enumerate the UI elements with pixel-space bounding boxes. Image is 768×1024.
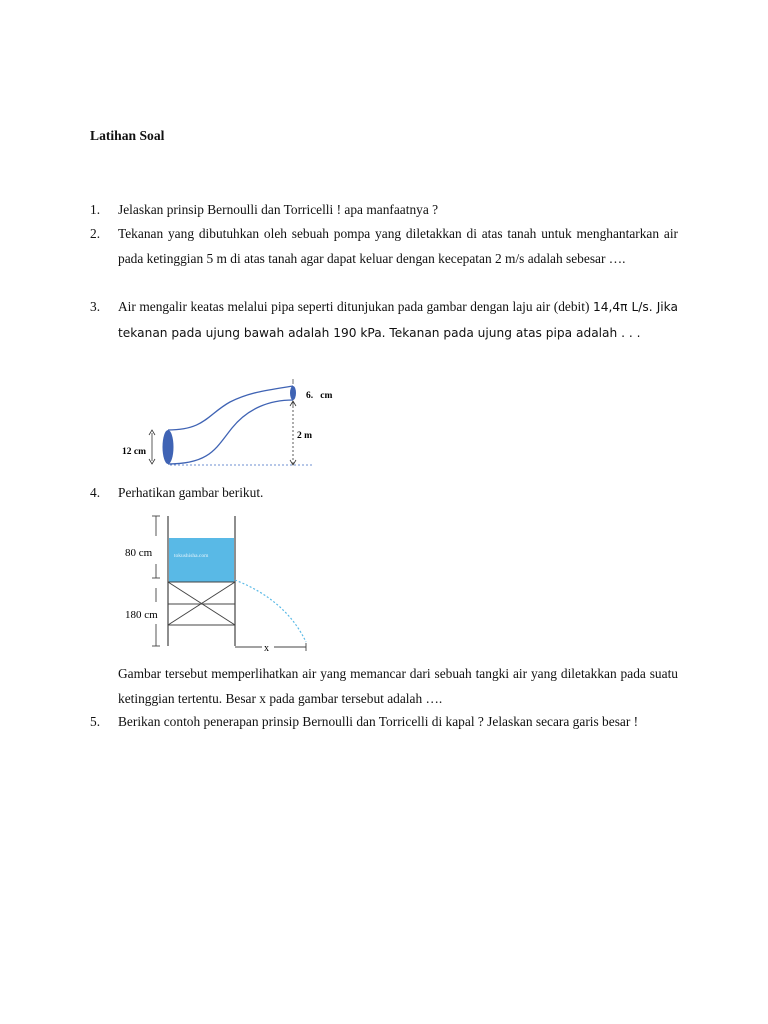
- question-3-flow: 14,4π L/s.: [592, 300, 653, 314]
- top-diameter-label: 6. cm: [306, 391, 333, 401]
- question-4-explanation: Gambar tersebut memperlihatkan air yang memancar dari sebuah tangki air yang diletakkan pada suatu ketinggian tertentu. Besar x pada gambar tersebut adalah ….: [118, 666, 678, 706]
- watermark: tokushisha.com: [174, 553, 209, 559]
- pipe-lower-wall: [168, 400, 293, 464]
- question-3-text: [118, 294, 678, 346]
- question-number: 5.: [90, 714, 101, 729]
- distance-label: x: [264, 643, 269, 654]
- height-label: 2 m: [297, 431, 313, 441]
- question-3-text-c: . Tekanan pada ujung atas pipa adalah . . .: [381, 326, 641, 340]
- question-3-text-b: Jika tekanan pada ujung bawah adalah 190 kPa: [118, 300, 678, 340]
- pipe-upper-wall: [168, 386, 293, 430]
- tank-figure: [118, 508, 318, 656]
- bottom-diameter-label: 12 cm: [122, 447, 147, 457]
- pipe-bottom-opening: [163, 430, 174, 464]
- water-jet: [235, 580, 306, 642]
- question-4-text: Perhatikan gambar berikut.: [118, 485, 264, 500]
- tower-height-label: 180 cm: [125, 609, 158, 621]
- question-number: 2.: [90, 226, 101, 241]
- question-2-text: Tekanan yang dibutuhkan oleh sebuah pompa yang diletakkan di atas tanah untuk menghantarkan air pada ketinggian 5 m di atas tanah agar dapat keluar dengan kecepatan 2 m/s adalah sebesar ….: [118, 226, 678, 266]
- pipe-top-opening: [290, 386, 296, 400]
- water-height-label: 80 cm: [125, 547, 153, 559]
- water-tank: [169, 538, 234, 582]
- question-1-text: Jelaskan prinsip Bernoulli dan Torricelli ! apa manfaatnya ?: [118, 202, 439, 217]
- question-number: 3.: [90, 299, 101, 314]
- question-number: 4.: [90, 485, 101, 500]
- pipe-figure: [110, 378, 350, 474]
- question-5-text: Berikan contoh penerapan prinsip Bernoulli dan Torricelli di kapal ? Jelaskan secara garis besar !: [118, 714, 639, 729]
- question-3-text-a: Air mengalir keatas melalui pipa seperti ditunjukan pada gambar dengan laju air (debit): [118, 299, 590, 314]
- question-number: 1.: [90, 202, 101, 217]
- page-title: Latihan Soal: [90, 128, 165, 143]
